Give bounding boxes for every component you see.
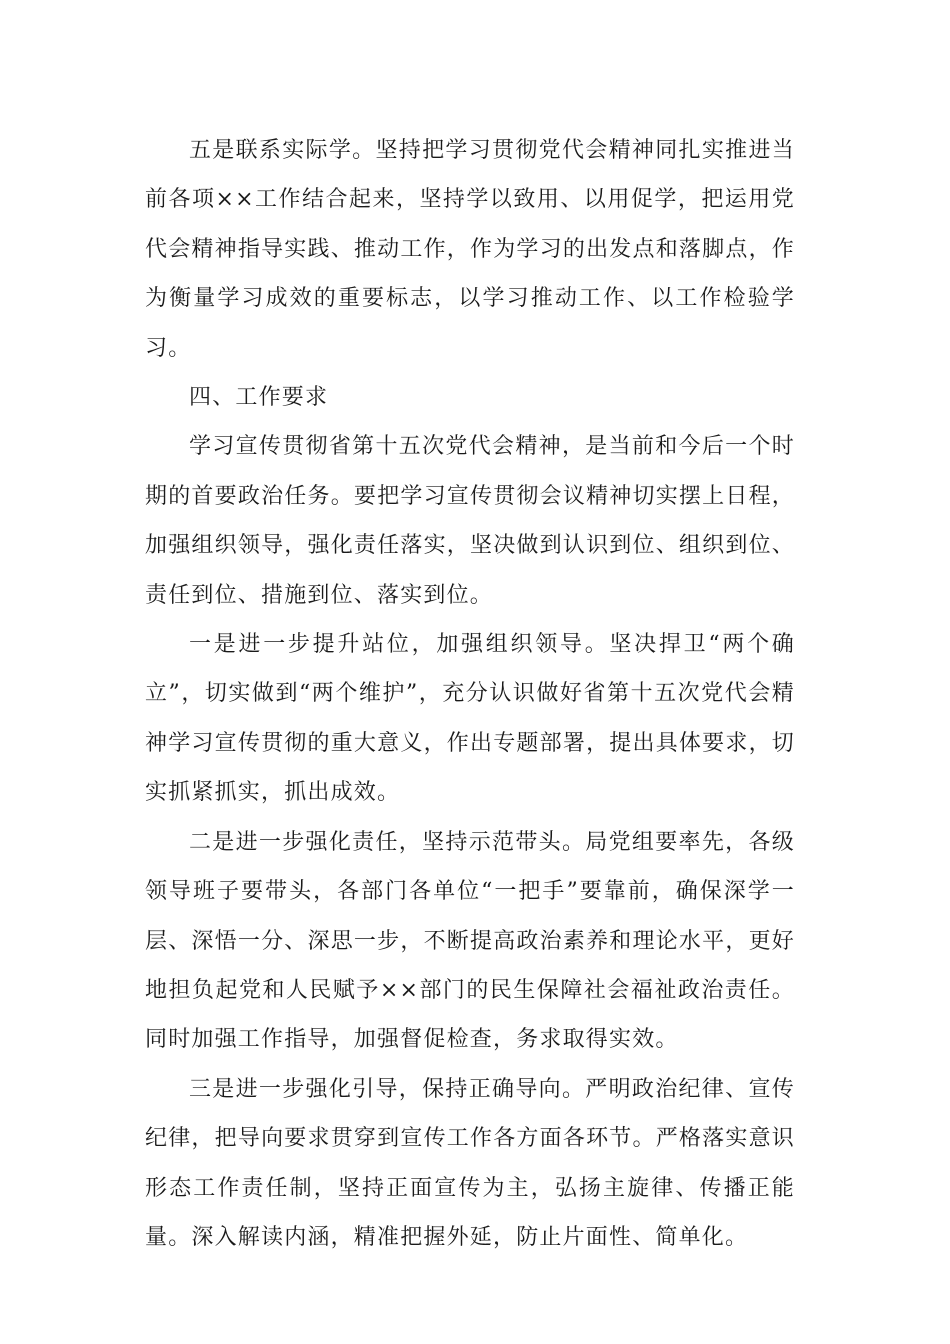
paragraph-strengthen-guidance: 三是进一步强化引导，保持正确导向。严明政治纪律、宣传纪律，把导向要求贯穿到宣传工作各方面各环节。严格落实意识形态工作责任制，坚持正面宣传为主，弘扬主旋律、传播正能量。深入解读内涵，精准把握外延，防止片面性、简单化。	[145, 1076, 795, 1250]
paragraph-strengthen-responsibility: 二是进一步强化责任，坚持示范带头。局党组要率先，各级领导班子要带头，各部门各单位“一把手”要靠前，确保深学一层、深悟一分、深思一步，不断提高政治素养和理论水平，更好地担负起党和人民赋予××部门的民生保障社会福祉政治责任。同时加强工作指导，加强督促检查，务求取得实效。	[145, 829, 795, 1053]
section-heading-work-requirements: 四、工作要求	[189, 385, 329, 411]
paragraph-practice-learning: 五是联系实际学。坚持把学习贯彻党代会精神同扎实推进当前各项××工作结合起来，坚持学以致用、以用促学，把运用党代会精神指导实践、推动工作，作为学习的出发点和落脚点，作为衡量学习成效的重要标志，以学习推动工作、以工作检验学习。	[145, 138, 795, 361]
paragraph-primary-task: 学习宣传贯彻省第十五次党代会精神，是当前和今后一个时期的首要政治任务。要把学习宣传贯彻会议精神切实摆上日程，加强组织领导，强化责任落实，坚决做到认识到位、组织到位、责任到位、措施到位、落实到位。	[145, 434, 795, 608]
paragraph-raise-standing: 一是进一步提升站位，加强组织领导。坚决捍卫“两个确立”，切实做到“两个维护”，充分认识做好省第十五次党代会精神学习宣传贯彻的重大意义，作出专题部署，提出具体要求，切实抓紧抓实，抓出成效。	[145, 632, 795, 806]
document-body	[145, 126, 795, 1262]
